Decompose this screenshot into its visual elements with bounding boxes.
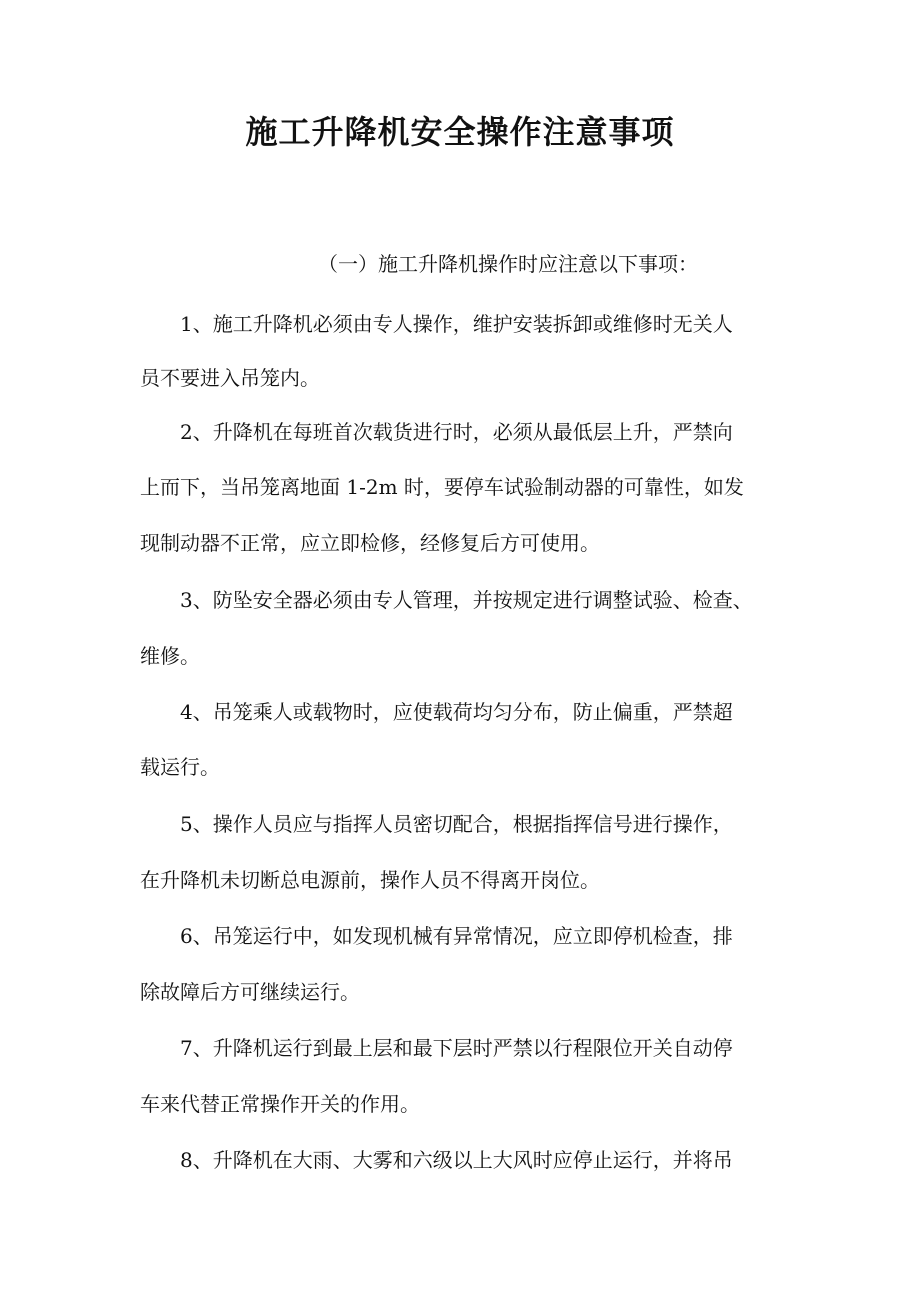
document-title: 施工升降机安全操作注意事项 — [245, 113, 675, 151]
text-line-item-3-cont: 维修。 — [140, 644, 200, 668]
text-line-item-6-cont: 除故障后方可继续运行。 — [140, 980, 360, 1004]
section-heading: （一）施工升降机操作时应注意以下事项： — [318, 252, 698, 276]
text-line-item-1-cont: 员不要进入吊笼内。 — [140, 366, 320, 390]
text-line-item-2: 2、升降机在每班首次载货进行时，必须从最低层上升，严禁向 — [180, 420, 733, 444]
text-line-item-1: 1、施工升降机必须由专人操作，维护安装拆卸或维修时无关人 — [180, 312, 733, 336]
text-line-item-8: 8、升降机在大雨、大雾和六级以上大风时应停止运行，并将吊 — [180, 1148, 733, 1172]
text-line-item-4: 4、吊笼乘人或载物时，应使载荷均匀分布，防止偏重，严禁超 — [180, 700, 733, 724]
text-line-item-5-cont: 在升降机未切断总电源前，操作人员不得离开岗位。 — [140, 868, 600, 892]
text-line-item-2-cont2: 现制动器不正常，应立即检修，经修复后方可使用。 — [140, 531, 600, 555]
text-line-item-7-cont: 车来代替正常操作开关的作用。 — [140, 1092, 420, 1116]
text-line-item-4-cont: 载运行。 — [140, 755, 220, 779]
text-line-item-7: 7、升降机运行到最上层和最下层时严禁以行程限位开关自动停 — [180, 1036, 733, 1060]
text-line-item-2-cont: 上而下，当吊笼离地面 1-2m 时，要停车试验制动器的可靠性，如发 — [140, 475, 744, 499]
text-line-item-3: 3、防坠安全器必须由专人管理，并按规定进行调整试验、检查、 — [180, 588, 753, 612]
text-line-item-6: 6、吊笼运行中，如发现机械有异常情况，应立即停机检查，排 — [180, 924, 733, 948]
text-line-item-5: 5、操作人员应与指挥人员密切配合，根据指挥信号进行操作， — [180, 812, 733, 836]
